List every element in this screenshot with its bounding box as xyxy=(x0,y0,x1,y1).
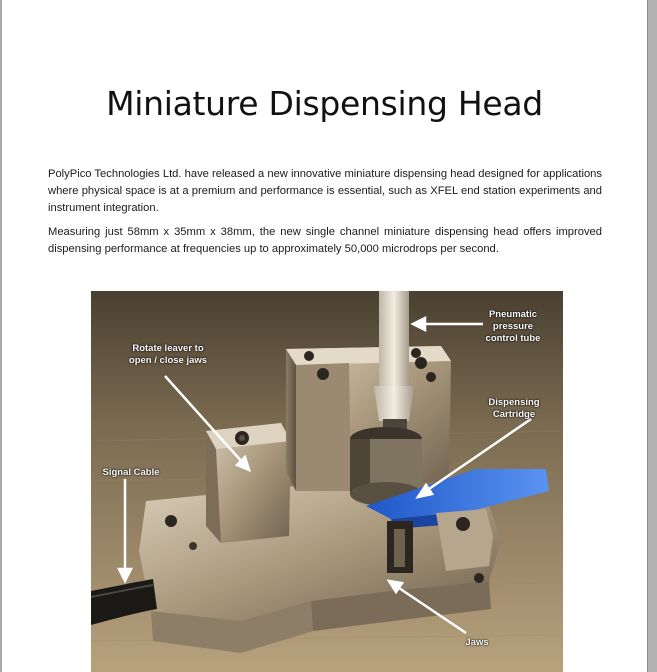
callout-pneumatic-tube: Pneumatic pressure control tube xyxy=(485,309,541,344)
dimensions-paragraph: Measuring just 58mm x 35mm x 38mm, the new single channel miniature dispensing head offers improved dispensing performance at frequencies up to approximately 50,000 microdrops per second. xyxy=(48,226,602,255)
product-photo xyxy=(91,291,563,672)
viewer-gutter xyxy=(648,0,657,672)
callout-rotate-lever: Rotate leaver to open / close jaws xyxy=(128,343,208,366)
document-page xyxy=(2,0,648,672)
callout-signal-cable: Signal Cable xyxy=(102,467,160,478)
callout-dispensing-cartridge: Dispensing Cartridge xyxy=(488,397,540,420)
page-title: Miniature Dispensing Head xyxy=(106,84,543,123)
callout-jaws: Jaws xyxy=(465,637,489,648)
intro-paragraph: PolyPico Technologies Ltd. have released a new innovative miniature dispensing head designed for applications where physical space is at a premium and performance is essential, such as XFEL end station experiments and instrument integration. xyxy=(48,168,602,214)
